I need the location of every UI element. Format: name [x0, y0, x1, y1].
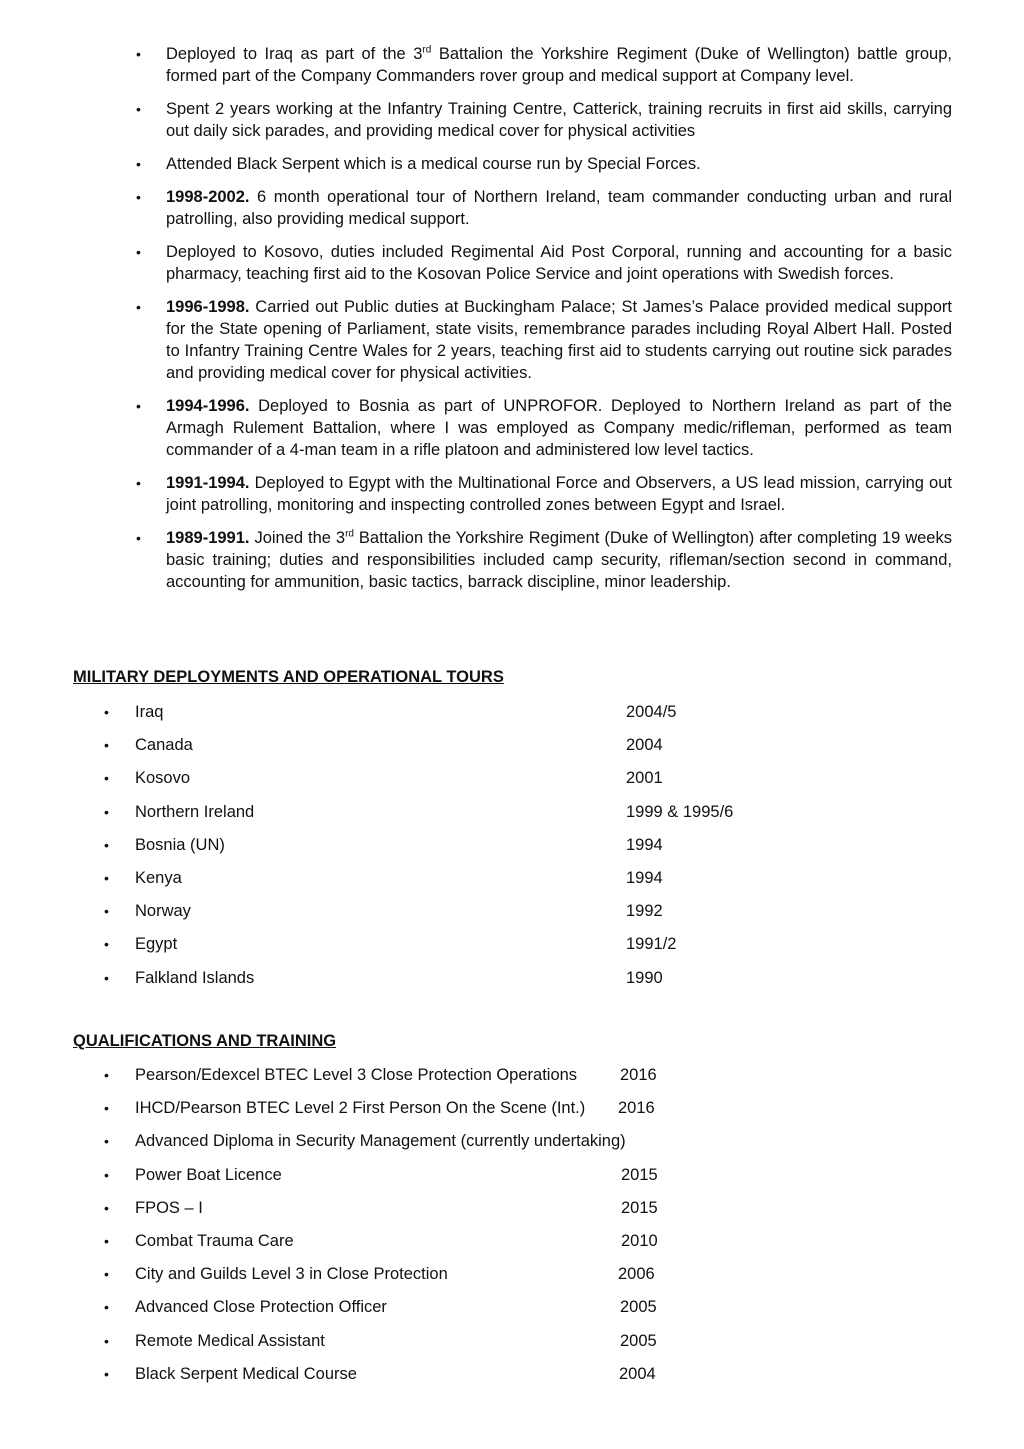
bullet-icon: •: [104, 1299, 109, 1316]
deployment-location: Bosnia (UN): [135, 835, 225, 854]
experience-list: [130, 43, 952, 604]
bullet-icon: •: [104, 1266, 109, 1283]
qualification-name: IHCD/Pearson BTEC Level 2 First Person On the Scene (Int.): [135, 1099, 586, 1118]
bullet-icon: •: [104, 836, 109, 853]
deployment-location: Kenya: [135, 868, 182, 887]
deployment-location: Falkland Islands: [135, 968, 255, 987]
qualification-name: Power Boat Licence: [135, 1165, 282, 1184]
bullet-icon: •: [136, 530, 141, 546]
bullet-icon: •: [136, 46, 141, 62]
qualification-year: 2016: [620, 1066, 657, 1084]
bullet-icon: •: [104, 1133, 109, 1150]
bullet-icon: •: [104, 936, 109, 953]
qualification-year: 2005: [620, 1298, 657, 1317]
qualification-name: Advanced Close Protection Officer: [135, 1298, 387, 1317]
bullet-icon: •: [104, 1332, 109, 1349]
qualification-year: 2006: [618, 1265, 655, 1284]
qualification-name: Pearson/Edexcel BTEC Level 3 Close Protection Operations: [135, 1066, 578, 1084]
experience-item: • Deployed to Kosovo, duties included Regimental Aid Post Corporal, running and accounting for a basic pharmacy, teaching first aid to the Kosovan Police Service and joint operations with Swedish forces.: [136, 243, 952, 283]
experience-item: • 1991-1994. Deployed to Egypt with the Multinational Force and Observers, a US lead mission, carrying out joint patrolling, monitoring and inspecting controlled zones between Egypt and Israel.: [136, 474, 952, 514]
qualification-year: 2015: [621, 1198, 658, 1217]
qualification-year: 2010: [621, 1231, 658, 1250]
deployment-year: 2001: [626, 769, 663, 788]
qualification-name: City and Guilds Level 3 in Close Protection: [135, 1265, 448, 1284]
experience-item: • 1998-2002. 6 month operational tour of Northern Ireland, team commander conducting urban and rural patrolling, also providing medical support.: [136, 188, 952, 228]
bullet-icon: •: [104, 969, 109, 986]
deployment-location: Norway: [135, 902, 191, 921]
experience-item: • Spent 2 years working at the Infantry Training Centre, Catterick, training recruits in first aid skills, carrying out daily sick parades, and providing medical cover for physical activities: [136, 100, 952, 140]
bullet-icon: •: [104, 803, 109, 820]
qualification-name: Black Serpent Medical Course: [135, 1364, 357, 1383]
bullet-icon: •: [104, 704, 109, 720]
qualifications-heading: QUALIFICATIONS AND TRAINING: [73, 1032, 337, 1050]
experience-item: • 1989-1991. Joined the 3rd Battalion the Yorkshire Regiment (Duke of Wellington) after completing 19 weeks basic training; duties and responsibilities included camp security, rifleman/section second in command, accounting for ammunition, basic tactics, barrack discipline, minor leadership.: [136, 528, 952, 591]
bullet-icon: •: [136, 398, 141, 414]
bullet-icon: •: [136, 101, 141, 117]
bullet-icon: •: [104, 1232, 109, 1249]
deployment-year: 1991/2: [626, 935, 677, 954]
deployment-location: Canada: [135, 736, 193, 755]
deployments-heading: MILITARY DEPLOYMENTS AND OPERATIONAL TOURS: [73, 668, 504, 686]
deployment-location: Iraq: [135, 703, 164, 721]
qualification-name: Combat Trauma Care: [135, 1231, 294, 1250]
bullet-icon: •: [104, 770, 109, 787]
qualification-year: 2015: [621, 1165, 658, 1184]
qualification-year: 2016: [618, 1099, 655, 1118]
deployment-year: 1999 & 1995/6: [626, 802, 734, 821]
deployment-year: 1994: [626, 835, 663, 854]
deployment-year: 1990: [626, 968, 663, 987]
experience-item: • Deployed to Iraq as part of the 3rd Battalion the Yorkshire Regiment (Duke of Wellington) battle group, formed part of the Company Commanders rover group and medical support at Company level.: [136, 44, 952, 85]
experience-item: • Attended Black Serpent which is a medical course run by Special Forces.: [136, 155, 701, 173]
bullet-icon: •: [104, 1166, 109, 1183]
bullet-icon: •: [104, 1100, 109, 1117]
qualification-name: FPOS – I: [135, 1198, 203, 1217]
bullet-icon: •: [104, 737, 109, 754]
deployment-location: Egypt: [135, 935, 178, 954]
bullet-icon: •: [136, 244, 141, 260]
bullet-icon: •: [104, 1365, 109, 1382]
experience-item: • 1994-1996. Deployed to Bosnia as part of UNPROFOR. Deployed to Northern Ireland as part of the Armagh Rulement Battalion, where I was employed as Company medic/rifleman, performed as team commander of a 4-man team in a rifle platoon and administered low level tactics.: [136, 397, 952, 459]
deployment-location: Northern Ireland: [135, 802, 255, 821]
deployment-year: 2004/5: [626, 703, 677, 721]
bullet-icon: •: [136, 156, 141, 172]
experience-item: • 1996-1998. Carried out Public duties at Buckingham Palace; St James’s Palace provided medical support for the State opening of Parliament, state visits, remembrance parades including Royal Albert Hall. Posted to Infantry Training Centre Wales for 2 years, teaching first aid to students carrying out routine sick parades and providing medical cover for physical activities.: [136, 298, 952, 382]
bullet-icon: •: [104, 869, 109, 886]
bullet-icon: •: [136, 475, 141, 491]
bullet-icon: •: [136, 299, 141, 315]
qualification-name: Remote Medical Assistant: [135, 1331, 325, 1350]
qualification-year: 2004: [619, 1364, 656, 1383]
deployment-year: 1992: [626, 902, 663, 921]
deployment-year: 2004: [626, 736, 663, 755]
qualification-year: 2005: [620, 1331, 657, 1350]
deployment-location: Kosovo: [135, 769, 191, 788]
deployment-year: 1994: [626, 868, 663, 887]
bullet-icon: •: [104, 903, 109, 920]
bullet-icon: •: [136, 189, 141, 205]
qualification-name: Advanced Diploma in Security Management (currently undertaking): [135, 1132, 626, 1151]
bullet-icon: •: [104, 1199, 109, 1216]
bullet-icon: •: [104, 1067, 109, 1083]
